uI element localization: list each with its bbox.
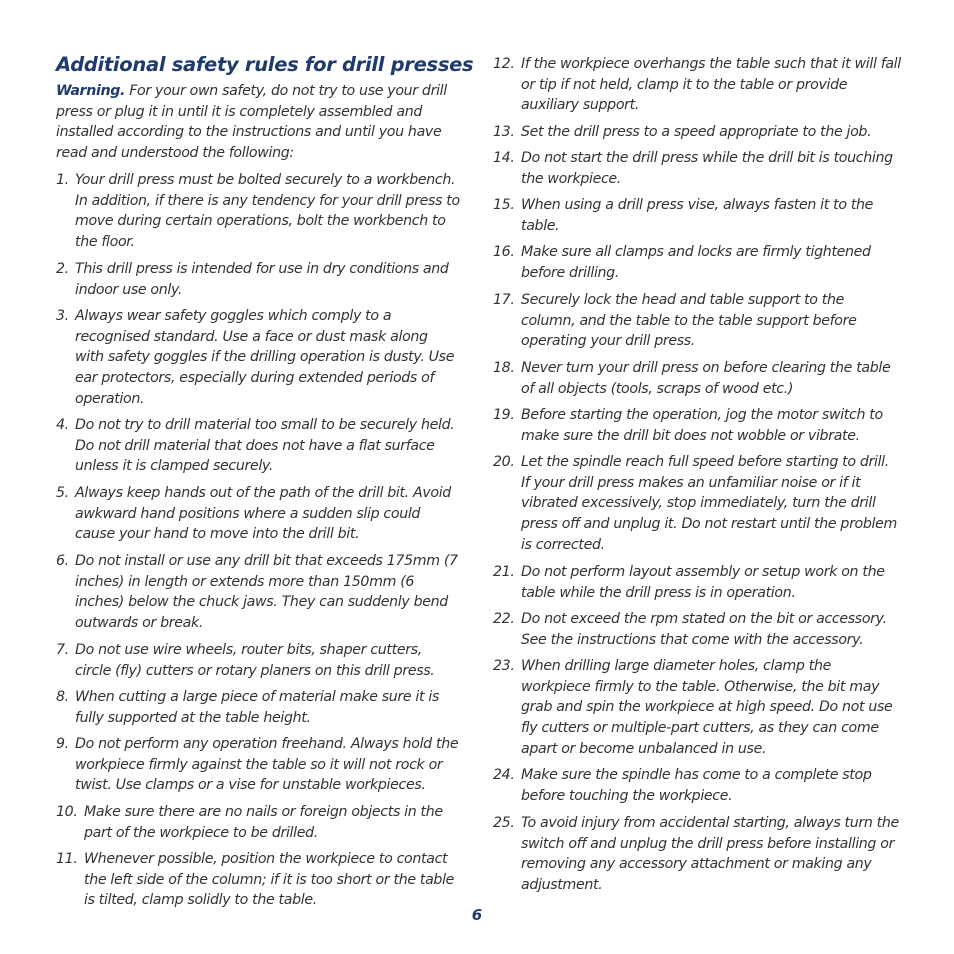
list-item <box>56 259 460 300</box>
list-item <box>56 483 460 545</box>
list-item <box>56 734 460 796</box>
item-text: Do not start the drill press while the drill bit is touching the workpiece. <box>521 150 893 187</box>
item-number: 9. <box>56 736 69 752</box>
item-number: 20. <box>493 454 515 470</box>
list-item <box>56 687 460 728</box>
item-number: 12. <box>493 56 515 72</box>
list-item <box>493 452 901 556</box>
item-text: Make sure there are no nails or foreign objects in the part of the workpiece to be drilled. <box>84 804 443 841</box>
item-text: Let the spindle reach full speed before starting to drill. If your drill press makes an unfamiliar noise or if it vibrated excessively, stop immediately, turn the drill press off and unplug it. Do not restart until the problem is corrected. <box>521 454 897 553</box>
item-number: 7. <box>56 642 69 658</box>
list-item <box>493 656 901 760</box>
list-item <box>493 358 901 399</box>
item-text: Make sure the spindle has come to a complete stop before touching the workpiece. <box>521 767 872 804</box>
list-item <box>56 170 460 253</box>
item-text: If the workpiece overhangs the table such that it will fall or tip if not held, clamp it to the table or provide auxiliary support. <box>521 56 901 114</box>
item-number: 24. <box>493 767 515 783</box>
list-item <box>56 551 460 634</box>
item-number: 1. <box>56 172 69 188</box>
item-text: Before starting the operation, jog the motor switch to make sure the drill bit does not wobble or vibrate. <box>521 407 883 444</box>
item-number: 15. <box>493 197 515 213</box>
list-item <box>493 405 901 446</box>
item-number: 4. <box>56 417 69 433</box>
list-item <box>493 765 901 806</box>
item-number: 8. <box>56 689 69 705</box>
page-title: Additional safety rules for drill presses <box>56 53 474 76</box>
item-text: Do not perform layout assembly or setup work on the table while the drill press is in operation. <box>521 564 885 601</box>
item-number: 5. <box>56 485 69 501</box>
list-item <box>493 122 901 143</box>
page-number: 6 <box>471 906 483 924</box>
item-number: 16. <box>493 244 515 260</box>
list-item <box>56 415 460 477</box>
item-text: Do not exceed the rpm stated on the bit or accessory. See the instructions that come with the accessory. <box>521 611 887 648</box>
item-text: To avoid injury from accidental starting, always turn the switch off and unplug the drill press before installing or removing any accessory attachment or making any adjustment. <box>521 815 899 894</box>
item-number: 22. <box>493 611 515 627</box>
item-number: 11. <box>56 851 78 867</box>
item-text: Always wear safety goggles which comply to a recognised standard. Use a face or dust mask along with safety goggles if the drilling operation is dusty. Use ear protectors, especially during extended periods of operation. <box>75 308 455 407</box>
item-number: 10. <box>56 804 78 820</box>
item-text: This drill press is intended for use in dry conditions and indoor use only. <box>75 261 449 298</box>
warning-text: For your own safety, do not try to use your drill press or plug it in until it is completely assembled and installed according to the instructions and until you have read and understood the following: <box>56 83 447 162</box>
item-number: 6. <box>56 553 69 569</box>
list-item <box>493 148 901 189</box>
item-text: Do not use wire wheels, router bits, shaper cutters, circle (fly) cutters or rotary planers on this drill press. <box>75 642 435 679</box>
list-item <box>56 640 460 681</box>
list-item <box>56 306 460 410</box>
list-item <box>493 195 901 236</box>
item-text: When drilling large diameter holes, clamp the workpiece firmly to the table. Otherwise, the bit may grab and spin the workpiece at high speed. Do not use fly cutters or multiple-part cutters, as they can come apart or become unbalanced in use. <box>521 658 893 757</box>
list-item <box>493 562 901 603</box>
list-item <box>493 609 901 650</box>
warning-label: Warning. <box>56 83 126 99</box>
item-number: 19. <box>493 407 515 423</box>
item-number: 3. <box>56 308 69 324</box>
item-number: 13. <box>493 124 515 140</box>
item-number: 2. <box>56 261 69 277</box>
item-text: Always keep hands out of the path of the drill bit. Avoid awkward hand positions where a sudden slip could cause your hand to move into the drill bit. <box>75 485 451 543</box>
item-text: Do not install or use any drill bit that exceeds 175mm (7 inches) in length or extends more than 150mm (6 inches) below the chuck jaws. They can suddenly bend outwards or break. <box>75 553 458 632</box>
item-text: When using a drill press vise, always fasten it to the table. <box>521 197 874 234</box>
list-item <box>56 849 460 911</box>
list-item <box>56 802 460 843</box>
item-text: Whenever possible, position the workpiece to contact the left side of the column; if it is too short or the table is tilted, clamp solidly to the table. <box>84 851 455 909</box>
item-text: Make sure all clamps and locks are firmly tightened before drilling. <box>521 244 871 281</box>
item-text: Do not perform any operation freehand. Always hold the workpiece firmly against the table so it will not rock or twist. Use clamps or a vise for unstable workpieces. <box>75 736 459 794</box>
list-item <box>493 290 901 352</box>
item-text: When cutting a large piece of material make sure it is fully supported at the table height. <box>75 689 440 726</box>
list-item <box>493 813 901 896</box>
list-item <box>493 54 901 116</box>
item-text: Securely lock the head and table support to the column, and the table to the table support before operating your drill press. <box>521 292 857 350</box>
item-number: 21. <box>493 564 515 580</box>
item-number: 18. <box>493 360 515 376</box>
item-number: 25. <box>493 815 515 831</box>
warning-paragraph <box>56 81 464 164</box>
item-number: 14. <box>493 150 515 166</box>
item-text: Do not try to drill material too small to be securely held. Do not drill material that does not have a flat surface unless it is clamped securely. <box>75 417 455 475</box>
item-text: Set the drill press to a speed appropriate to the job. <box>521 124 872 140</box>
item-number: 17. <box>493 292 515 308</box>
item-text: Your drill press must be bolted securely to a workbench. In addition, if there is any tendency for your drill press to move during certain operations, bolt the workbench to the floor. <box>75 172 460 251</box>
list-item <box>493 242 901 283</box>
item-number: 23. <box>493 658 515 674</box>
item-text: Never turn your drill press on before clearing the table of all objects (tools, scraps of wood etc.) <box>521 360 891 397</box>
